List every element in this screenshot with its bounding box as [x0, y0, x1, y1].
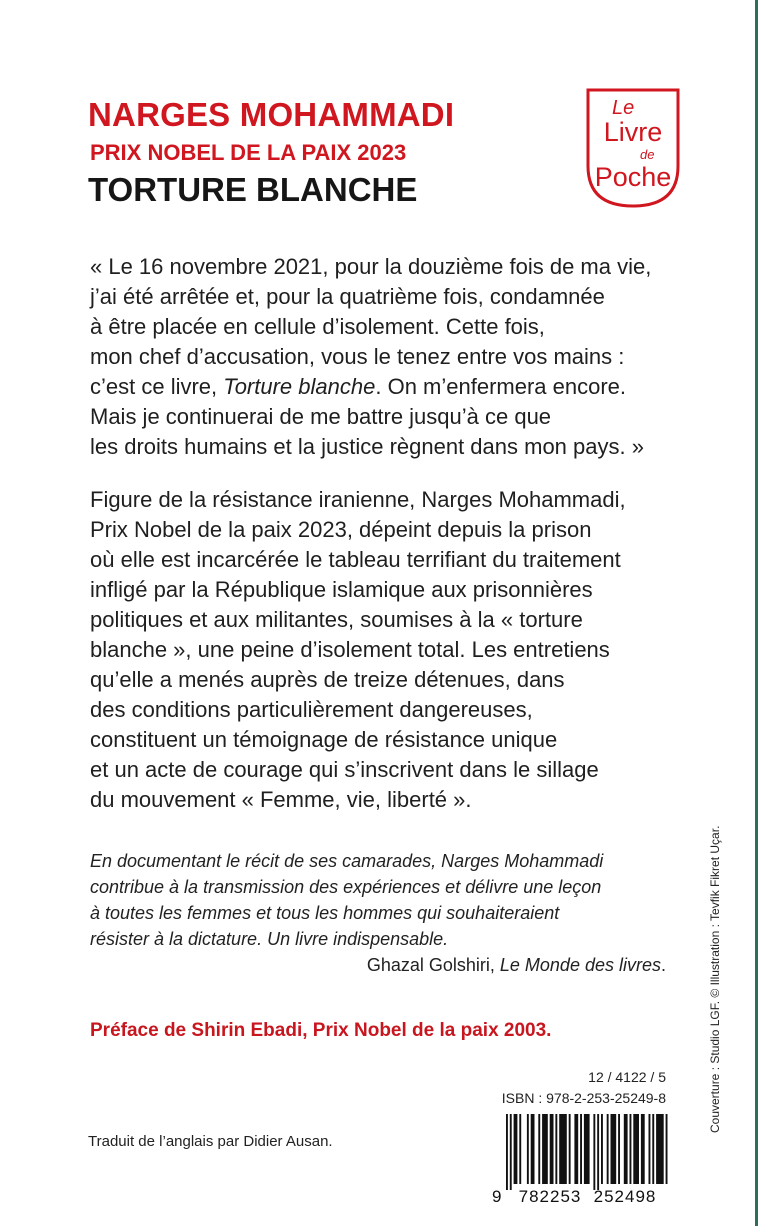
- barcode-bar: [624, 1114, 628, 1184]
- barcode-bar: [618, 1114, 620, 1184]
- description-line: Figure de la résistance iranienne, Narges Mohammadi,: [90, 487, 626, 512]
- author-name: NARGES MOHAMMADI: [88, 96, 455, 133]
- translator-credit: Traduit de l’anglais par Didier Ausan.: [88, 1133, 333, 1150]
- barcode-bar: [574, 1114, 578, 1184]
- barcode-digits-left: 782253: [518, 1187, 582, 1204]
- quote-line: mon chef d’accusation, vous le tenez entre vos mains :: [90, 344, 625, 369]
- barcode-bar: [555, 1114, 557, 1184]
- author-quote: [90, 252, 651, 462]
- quote-line: « Le 16 novembre 2021, pour la douzième fois de ma vie,: [90, 254, 652, 279]
- quote-title-italic: Torture blanche: [223, 374, 376, 399]
- barcode-bars: [506, 1114, 670, 1190]
- description-line: infligé par la République islamique aux prisonnières: [90, 577, 593, 602]
- quote-fragment: c’est ce livre,: [90, 374, 218, 399]
- quote-line: Mais je continuerai de me battre jusqu’à ce que: [90, 404, 552, 429]
- quote-line: j’ai été arrêtée et, pour la quatrième fois, condamnée: [90, 284, 605, 309]
- quote-line: à être placée en cellule d’isolement. Cette fois,: [90, 314, 545, 339]
- logo-text-le: Le: [612, 97, 635, 119]
- barcode-digits-right: 252498: [593, 1187, 657, 1204]
- barcode-bar: [593, 1114, 595, 1190]
- barcode-bar: [597, 1114, 599, 1190]
- barcode-bar: [584, 1114, 590, 1184]
- logo-text-livre: Livre: [603, 117, 663, 147]
- description-line: qu’elle a menés auprès de treize détenues, dans: [90, 667, 565, 692]
- review-line: résister à la dictature. Un livre indispensable.: [90, 929, 449, 949]
- barcode-bar: [649, 1114, 651, 1184]
- quote-line: les droits humains et la justice règnent dans mon pays. »: [90, 434, 644, 459]
- barcode-bar: [542, 1114, 548, 1184]
- description-line: politiques et aux militantes, soumises à la « torture: [90, 607, 583, 632]
- description-line: Prix Nobel de la paix 2023, dépeint depuis la prison: [90, 517, 592, 542]
- review-line: En documentant le récit de ses camarades, Narges Mohammadi: [90, 851, 604, 871]
- barcode-bar: [527, 1114, 529, 1184]
- barcode-digit-first: 9: [492, 1187, 502, 1204]
- review-signature: [367, 952, 666, 978]
- preface-note: Préface de Shirin Ebadi, Prix Nobel de la paix 2003.: [90, 1020, 552, 1041]
- barcode-bar: [666, 1114, 668, 1184]
- description-line: des conditions particulièrement dangereuses,: [90, 697, 533, 722]
- review-line: à toutes les femmes et tous les hommes qui souhaiteraient: [90, 903, 560, 923]
- barcode-bar: [630, 1114, 632, 1184]
- book-description: [90, 485, 626, 815]
- barcode-bar: [633, 1114, 639, 1184]
- barcode-bar: [538, 1114, 540, 1184]
- barcode-bar: [559, 1114, 567, 1184]
- livre-de-poche-logo: [578, 88, 688, 208]
- barcode-bar: [641, 1114, 645, 1184]
- review-source-period: .: [660, 955, 666, 975]
- review-source: Le Monde des livres: [499, 955, 661, 975]
- review-line: contribue à la transmission des expériences et délivre une leçon: [90, 877, 602, 897]
- barcode-bar: [514, 1114, 518, 1184]
- barcode-bar: [519, 1114, 521, 1184]
- catalog-code: 12 / 4122 / 5: [588, 1069, 666, 1085]
- barcode-bar: [550, 1114, 554, 1184]
- description-line: blanche », une peine d’isolement total. Les entretiens: [90, 637, 610, 662]
- barcode-bar: [652, 1114, 654, 1184]
- barcode-bar: [656, 1114, 664, 1184]
- barcode-bar: [569, 1114, 571, 1184]
- reviewer-name: Ghazal Golshiri,: [366, 955, 495, 975]
- description-line: où elle est incarcérée le tableau terrifiant du traitement: [90, 547, 621, 572]
- barcode-bar: [601, 1114, 603, 1184]
- barcode-bar: [531, 1114, 535, 1184]
- quote-fragment: . On m’enfermera encore.: [375, 374, 627, 399]
- barcode-bar: [580, 1114, 582, 1184]
- prize-subtitle: PRIX NOBEL DE LA PAIX 2023: [90, 140, 407, 165]
- description-line: et un acte de courage qui s’inscrivent dans le sillage: [90, 757, 599, 782]
- isbn-number: ISBN : 978-2-253-25249-8: [501, 1090, 666, 1106]
- book-title: TORTURE BLANCHE: [88, 171, 418, 208]
- press-review: [90, 848, 603, 952]
- logo-text-de: de: [640, 147, 655, 162]
- barcode-bar: [611, 1114, 617, 1184]
- barcode-bar: [510, 1114, 512, 1190]
- barcode-bar: [506, 1114, 508, 1190]
- quote-line: [90, 372, 651, 402]
- logo-text-poche: Poche: [594, 162, 672, 192]
- cover-credit: Couverture : Studio LGF. © Illustration : Tevfik Fikret Uçar.: [708, 825, 722, 1133]
- barcode-bar: [607, 1114, 609, 1184]
- barcode: [486, 1112, 670, 1204]
- description-line: constituent un témoignage de résistance unique: [90, 727, 558, 752]
- description-line: du mouvement « Femme, vie, liberté ».: [90, 787, 472, 812]
